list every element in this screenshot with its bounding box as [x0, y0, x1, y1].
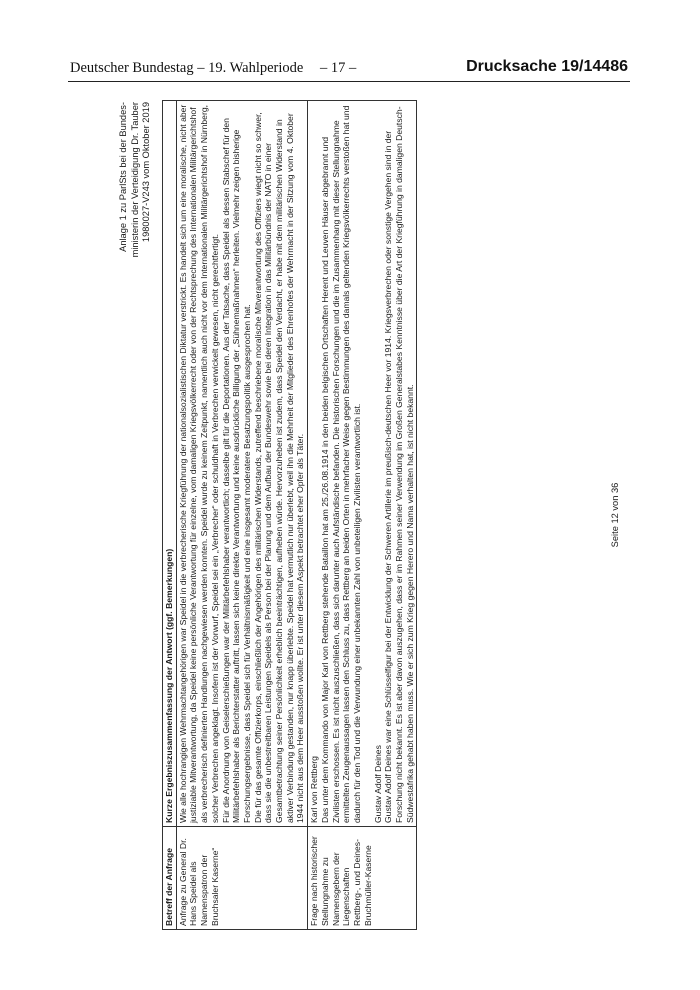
deines-text: Gustav Adolf Deines war eine Schlüsselfigur bei der Entwicklung der Schweren Artillerie im preußisch-deutschen Heer vor 1914. Kriegsverbrechen oder sonstige Vergehen sind in der Forschung nicht bekannt. Es ist aber davon auszugehen, dass er im Rahmen seiner Verwendung im Großen Generalstabes Kenntnisse über die Art der Kriegführung in damaligen Deutsch-Südwestafrika gehabt haben muss. Wie er sich zum Krieg gegen Herero und Nama verhalten hat, ist nicht bekannt. [383, 106, 415, 823]
header-subject: Betreff der Anfrage [163, 827, 177, 930]
rotated-page [118, 100, 636, 930]
drucksache-prefix: Drucksache 19/ [466, 58, 584, 75]
deines-name: Gustav Adolf Deines [372, 745, 383, 823]
rettberg-text: Das unter dem Kommando von Major Karl von Rettberg stehende Bataillon hat am 25./26.08.1914 in den beiden belgischen Ortschaften Herent und Leuven Häuser abgebrannt und Zivilisten erschossen. Es ist nicht auszuschließen, dass sich darunter auch Aufständische befanden. Die historischen Forschungen und die im Zusammenhang mit dieser Stellungnahme ermittelten Zeugenaussagen lassen den Schluss zu, dass Rettberg an beiden Orten in mehrfacher Weise gegen Bestimmungen des damals geltenden Kriegsvölkerrechts verstoßen hat und dadurch für den Tod und die Verwundung einer unbekannten Zahl von unbeteiligen Zivilisten verantwortlich ist. [319, 105, 362, 823]
page-number: – 17 – [320, 60, 357, 76]
row1-paragraph: Die für das gesamte Offizierkorps, einschließlich der Angehörigen des militärischen Widerstands, zutreffend beschriebene moralische Mitverantwortung des Offiziers wiegt nicht so schwer, dass sie die unbestreitbaren Leistungen Speidels als Person bei der Planung und dem Aufbau der Bundeswehr sowie bei deren Integration in das Militärbündnis der NATO in einer Gesamtbetrachtung seiner Persönlichkeit erheblich beeinträchtigen, aufheben würde. Hervorzuheben ist zudem, dass Speidel den Verdacht, er habe mit dem militärischen Widerstand in aktiver Verbindung gestanden, nur knapp überlebte. Speidel hat vermutlich nur überlebt, weil ihn die Mehrheit der Mitglieder des Ehrenhofes der Wehrmacht in der Sitzung vom 4. Oktober 1944 nicht aus dem Heer ausstoßen wollte. Er ist unter diesem Aspekt betrachtet eher Opfer als Täter. [252, 112, 306, 823]
drucksache-number: 14486 [583, 58, 628, 75]
annex-note-line1: Anlage 1 zu ParlSts bei der Bundes- [118, 102, 128, 252]
header-left: Deutscher Bundestag – 19. Wahlperiode [70, 60, 304, 76]
row1-summary [176, 101, 307, 827]
row2-subject: Frage nach historischer Stellungnahme zu Namensgebern der Liegenschaften Rettberg-, und Deines-Bruchmüller-Kaserne [308, 827, 417, 930]
table-row [176, 101, 307, 930]
header-rule [68, 81, 630, 82]
header-summary: Kurze Ergebniszusammenfassung der Antwort (ggf. Bemerkungen) [163, 101, 177, 827]
paragraph-spacer [363, 104, 373, 823]
row1-paragraph: Für die Anordnung von Geiselerschießungen war der Militärbefehlshaber verantwortlich; dasselbe gilt für die Deportationen. Aus der Tatsache, dass Speidel als dessen Stabschef für den Militärbefehlshaber als Berichterstatter auftritt, lassen sich keine direkte Verantwortung und keine ausdrückliche Billigung der „Sühnemaßnahmen“ herleiten. Vielmehr zeigen bisherige Forschungsergebnisse, dass Speidel sich für Verhältnismäßigkeit und eine insgesamt moderatere Besatzungspolitik ausgesprochen hat. [220, 118, 252, 823]
drucksache-label [466, 58, 628, 76]
table-header-row [163, 101, 177, 930]
page-footer: Seite 12 von 36 [610, 482, 620, 548]
results-table [162, 100, 417, 930]
rettberg-name: Karl von Rettberg [309, 756, 320, 823]
table-row [308, 101, 417, 930]
row1-subject: Anfrage zu General Dr. Hans Speidel als Namenspatron der Bruchsaler Kaserne“ [176, 827, 307, 930]
annex-note [118, 102, 153, 372]
annex-note-line2: ministerin der Verteidigung Dr. Tauber [129, 102, 140, 258]
row2-summary [308, 101, 417, 827]
annex-note-line3: 1980027-V243 vom Oktober 2019 [141, 102, 151, 243]
row1-paragraph: Wie alle hochrangigen Wehrmachtangehörigen war Speidel in die verbrecherische Kriegführung der nationalsozialistischen Diktatur verstrickt. Es handelt sich um eine moralische, nicht aber justiziable Mitverantwortung, da Speidel keine persönliche Verantwortung für einzelne, vom damaligen Kriegsvölkerrecht oder von der Rechtsprechung des Internationalen Militärgerichtshof als verbrecherisch definierten Handlungen nachgewiesen werden konnten. Speidel wurde zu keinem Zeitpunkt, namentlich auch nicht vor dem Internationalen Militärgerichtshof in Nürnberg, solcher Verbrechen angeklagt. Insofern ist der Vorwurf, Speidel sei ein „Verbrecher“ oder schuldhaft in Verbrechen verwickelt gewesen, nicht gerechtfertigt. [177, 104, 220, 823]
